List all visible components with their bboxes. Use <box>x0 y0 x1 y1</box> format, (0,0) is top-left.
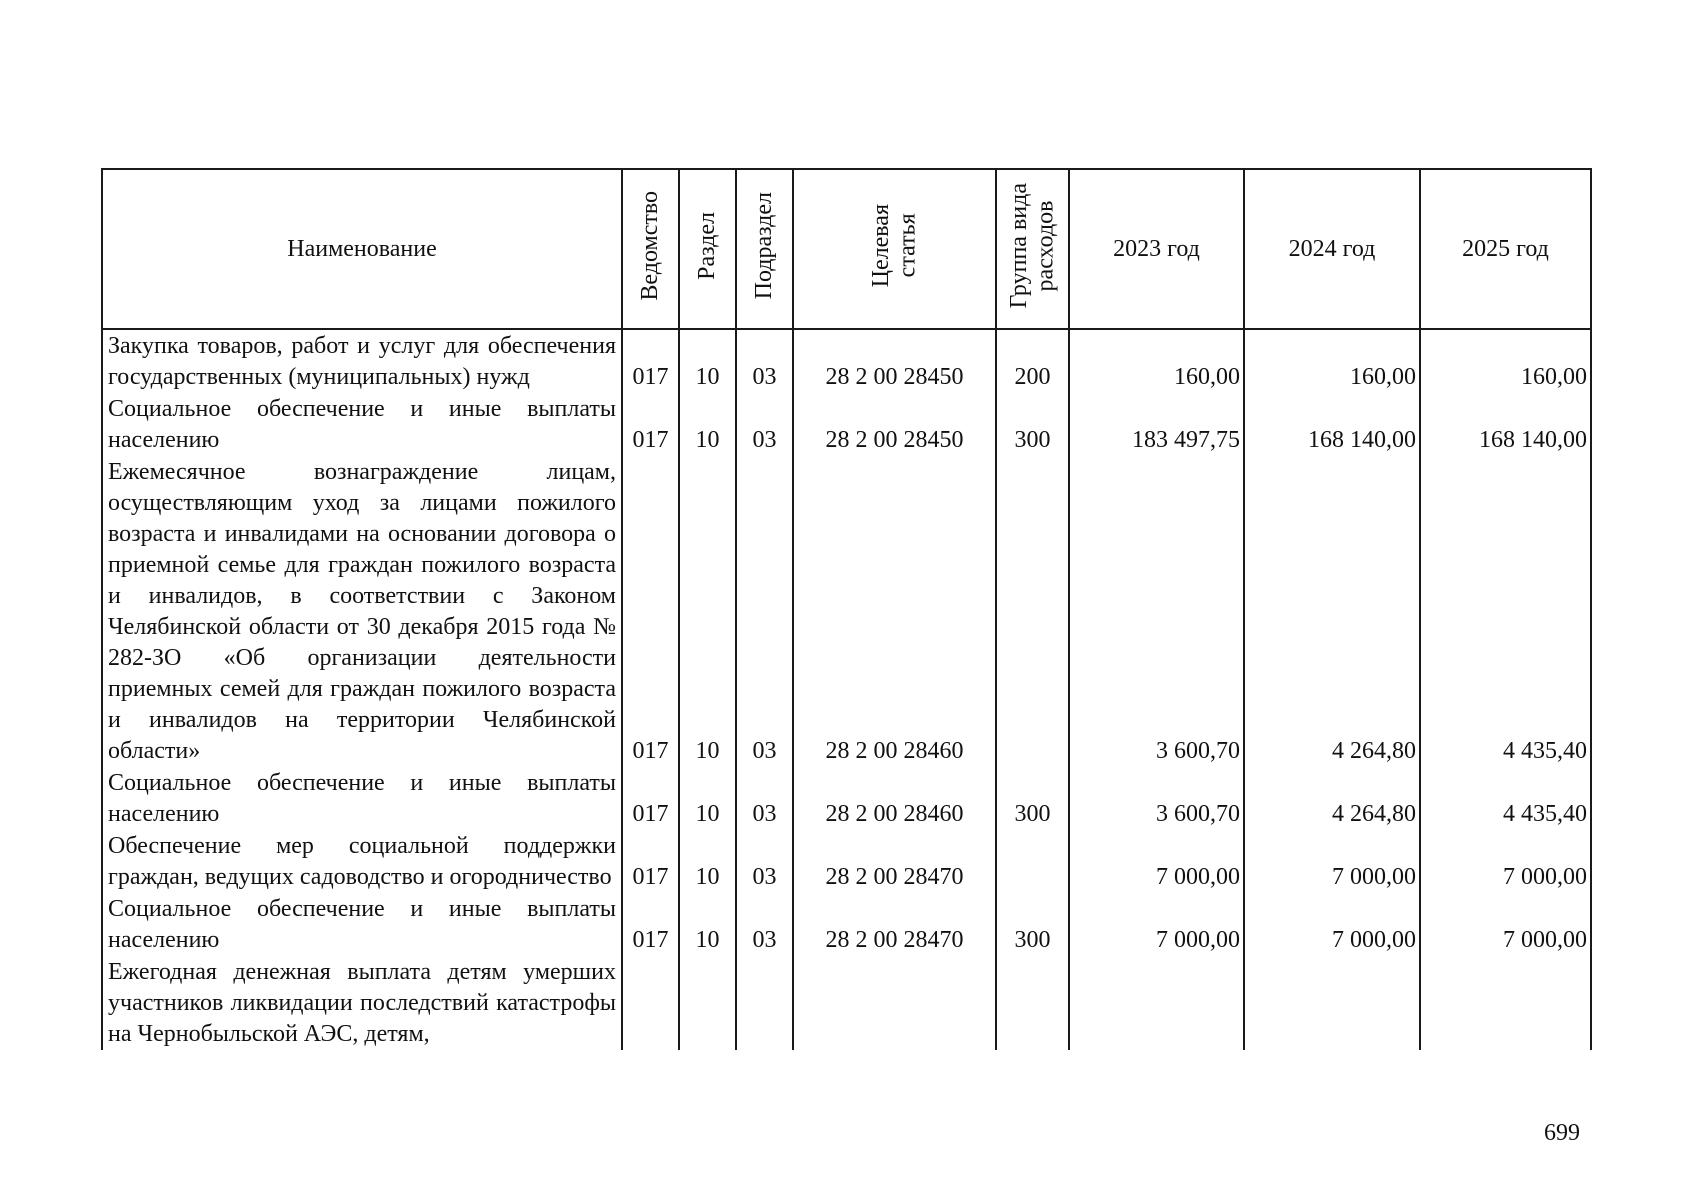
row-subsection <box>736 956 793 1050</box>
header-2025: 2025 год <box>1420 169 1591 329</box>
header-target: Целевая статья <box>793 169 996 329</box>
row-2023 <box>1069 956 1244 1050</box>
header-subsection: Подраздел <box>736 169 793 329</box>
row-dept: 017 <box>622 893 679 956</box>
row-target: 28 2 00 28450 <box>793 329 996 393</box>
table-row <box>102 893 1591 956</box>
row-target: 28 2 00 28460 <box>793 456 996 767</box>
row-name: Обеспечение мер социальной поддержки граждан, ведущих садоводство и огородничество <box>102 830 622 893</box>
row-name: Ежегодная денежная выплата детям умерших участников ликвидации последствий катастрофы на Чернобыльской АЭС, детям, <box>102 956 622 1050</box>
header-2023: 2023 год <box>1069 169 1244 329</box>
row-section: 10 <box>679 456 736 767</box>
header-dept: Ведомство <box>622 169 679 329</box>
table-row <box>102 329 1591 393</box>
row-target: 28 2 00 28470 <box>793 893 996 956</box>
row-dept: 017 <box>622 456 679 767</box>
row-2023: 183 497,75 <box>1069 393 1244 456</box>
row-dept: 017 <box>622 329 679 393</box>
row-section: 10 <box>679 767 736 830</box>
row-dept <box>622 956 679 1050</box>
row-group: 200 <box>996 329 1069 393</box>
row-section: 10 <box>679 393 736 456</box>
row-target: 28 2 00 28450 <box>793 393 996 456</box>
row-2024 <box>1244 956 1420 1050</box>
row-2025: 160,00 <box>1420 329 1591 393</box>
row-name: Закупка товаров, работ и услуг для обеспечения государственных (муниципальных) нужд <box>102 329 622 393</box>
row-target <box>793 956 996 1050</box>
row-dept: 017 <box>622 830 679 893</box>
header-group: Группа вида расходов <box>996 169 1069 329</box>
row-2024: 7 000,00 <box>1244 893 1420 956</box>
table-row <box>102 767 1591 830</box>
row-2023: 3 600,70 <box>1069 456 1244 767</box>
row-subsection: 03 <box>736 393 793 456</box>
row-target: 28 2 00 28470 <box>793 830 996 893</box>
row-2025: 168 140,00 <box>1420 393 1591 456</box>
table-row-continued <box>102 956 1591 1050</box>
row-2025: 4 435,40 <box>1420 767 1591 830</box>
row-subsection: 03 <box>736 329 793 393</box>
header-2024: 2024 год <box>1244 169 1420 329</box>
row-group <box>996 456 1069 767</box>
row-2024: 4 264,80 <box>1244 767 1420 830</box>
row-section: 10 <box>679 893 736 956</box>
row-group: 300 <box>996 893 1069 956</box>
row-section <box>679 956 736 1050</box>
table-row <box>102 830 1591 893</box>
row-subsection: 03 <box>736 893 793 956</box>
row-group <box>996 956 1069 1050</box>
row-2024: 4 264,80 <box>1244 456 1420 767</box>
row-2023: 160,00 <box>1069 329 1244 393</box>
row-2025 <box>1420 956 1591 1050</box>
row-2024: 7 000,00 <box>1244 830 1420 893</box>
row-dept: 017 <box>622 393 679 456</box>
row-2025: 4 435,40 <box>1420 456 1591 767</box>
row-group <box>996 830 1069 893</box>
table-row <box>102 456 1591 767</box>
row-2025: 7 000,00 <box>1420 893 1591 956</box>
row-2024: 168 140,00 <box>1244 393 1420 456</box>
row-section: 10 <box>679 830 736 893</box>
row-2023: 3 600,70 <box>1069 767 1244 830</box>
row-2024: 160,00 <box>1244 329 1420 393</box>
table-row <box>102 393 1591 456</box>
row-name: Ежемесячное вознаграждение лицам, осуществляющим уход за лицами пожилого возраста и инвалидами на основании договора о приемной семье для граждан пожилого возраста и инвалидов, в соответствии с Законом Челябинской области от 30 декабря 2015 года № 282-ЗО «Об организации деятельности приемных семей для граждан пожилого возраста и инвалидов на территории Челябинской области» <box>102 456 622 767</box>
row-group: 300 <box>996 767 1069 830</box>
row-2023: 7 000,00 <box>1069 830 1244 893</box>
budget-table <box>101 168 1592 1050</box>
header-section: Раздел <box>679 169 736 329</box>
row-section: 10 <box>679 329 736 393</box>
row-subsection: 03 <box>736 456 793 767</box>
row-2025: 7 000,00 <box>1420 830 1591 893</box>
row-subsection: 03 <box>736 830 793 893</box>
row-2023: 7 000,00 <box>1069 893 1244 956</box>
row-name: Социальное обеспечение и иные выплаты населению <box>102 767 622 830</box>
header-name: Наименование <box>102 169 622 329</box>
table-header-row <box>102 169 1591 329</box>
row-name: Социальное обеспечение и иные выплаты населению <box>102 893 622 956</box>
page-number: 699 <box>1544 1120 1580 1146</box>
row-subsection: 03 <box>736 767 793 830</box>
row-name: Социальное обеспечение и иные выплаты населению <box>102 393 622 456</box>
row-group: 300 <box>996 393 1069 456</box>
row-target: 28 2 00 28460 <box>793 767 996 830</box>
row-dept: 017 <box>622 767 679 830</box>
